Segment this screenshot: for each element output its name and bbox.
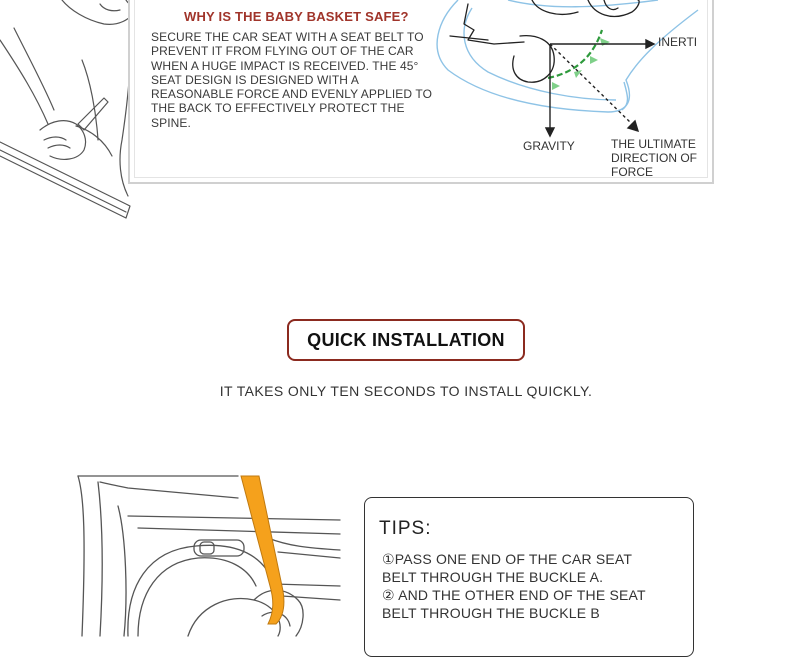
safety-body-line: WHEN A HUGE IMPACT IS RECEIVED. THE 45° (151, 58, 419, 73)
safety-body-line: THE BACK TO EFFECTIVELY PROTECT THE (151, 101, 405, 116)
safety-body-line: SEAT DESIGN IS DESIGNED WITH A (151, 72, 359, 87)
gravity-label: GRAVITY (523, 139, 575, 153)
force-label-line: DIRECTION OF (611, 151, 697, 165)
safety-body-line: SPINE. (151, 115, 191, 130)
tips-line: ② AND THE OTHER END OF THE SEAT (382, 587, 646, 603)
force-label-line: FORCE (611, 165, 653, 179)
tips-line: BELT THROUGH THE BUCKLE B (382, 605, 600, 621)
installation-subtitle: IT TAKES ONLY TEN SECONDS TO INSTALL QUICKLY. (219, 383, 593, 399)
tips-title: TIPS: (379, 518, 432, 539)
quick-installation-heading: QUICK INSTALLATION (287, 319, 525, 361)
safety-body (151, 30, 441, 130)
safety-body-line: SECURE THE CAR SEAT WITH A SEAT BELT TO (151, 30, 424, 44)
inertia-label: INERTI (658, 35, 698, 49)
force-label-line: THE ULTIMATE (611, 137, 696, 151)
tips-line: ①PASS ONE END OF THE CAR SEAT (382, 551, 633, 567)
safety-title: WHY IS THE BABY BASKET SAFE? (184, 9, 409, 24)
force-direction-label (611, 137, 697, 179)
tips-line: BELT THROUGH THE BUCKLE A. (382, 569, 604, 585)
safety-body-line: REASONABLE FORCE AND EVENLY APPLIED TO (151, 87, 433, 102)
safety-body-line: PREVENT IT FROM FLYING OUT OF THE CAR (151, 44, 414, 59)
car-seat-install-illustration (78, 476, 348, 636)
